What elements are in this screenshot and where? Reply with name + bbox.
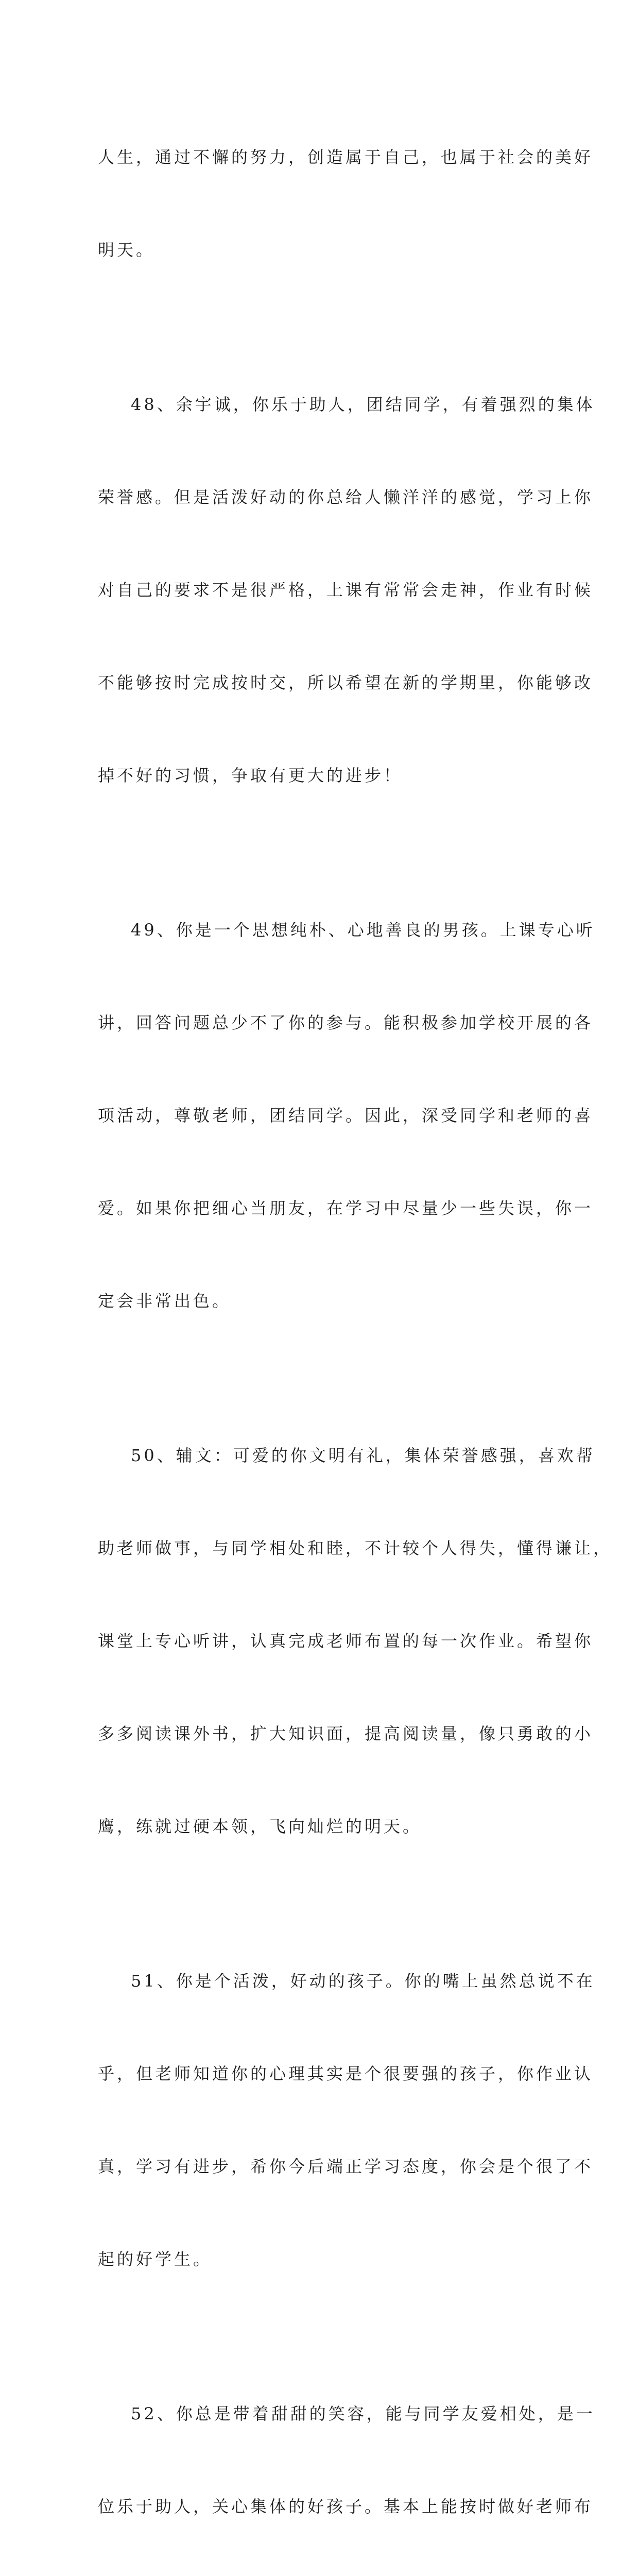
text-line: 助老师做事，与同学相处和睦，不计较个人得失，懂得谦让，: [98, 1538, 613, 1558]
text-line: 对自己的要求不是很严格，上课有常常会走神，作业有时候: [98, 580, 594, 600]
text-line: 多多阅读课外书，扩大知识面，提高阅读量，像只勇敢的小: [98, 1724, 594, 1743]
paragraph-49: [98, 853, 595, 1378]
text-line: 不能够按时完成按时交，所以希望在新的学期里，你能够改: [98, 673, 594, 692]
text-line: 真，学习有进步，希你今后端正学习态度，你会是个很了不: [98, 2157, 594, 2176]
text-line: 荣誉感。但是活泼好动的你总给人懒洋洋的感觉，学习上你: [98, 487, 594, 507]
text-line: 明天。: [98, 240, 156, 260]
paragraph-48: [98, 327, 595, 853]
text-line: 48、余宇诚，你乐于助人，团结同学，有着强烈的集体: [131, 395, 595, 414]
paragraph-50: [98, 1378, 613, 1904]
text-line: 鹰，练就过硬本领，飞向灿烂的明天。: [98, 1817, 422, 1836]
text-line: 掉不好的习惯，争取有更大的进步！: [98, 766, 403, 785]
text-line: 项活动，尊敬老师，团结同学。因此，深受同学和老师的喜: [98, 1106, 594, 1125]
text-line: 人生，通过不懈的努力，创造属于自己，也属于社会的美好: [98, 147, 594, 167]
paragraph-52: [98, 2336, 595, 2576]
text-line: 乎，但老师知道你的心理其实是个很要强的孩子，你作业认: [98, 2064, 594, 2083]
text-line: 爱。如果你把细心当朋友，在学习中尽量少一些失误，你一: [98, 1198, 594, 1218]
text-line: 49、你是一个思想纯朴、心地善良的男孩。上课专心听: [131, 920, 595, 940]
text-line: 52、你总是带着甜甜的笑容，能与同学友爱相处，是一: [131, 2404, 595, 2424]
text-line: 讲，回答问题总少不了你的参与。能积极参加学校开展的各: [98, 1013, 594, 1032]
document-body: [98, 80, 613, 2576]
text-line: 51、你是个活泼，好动的孩子。你的嘴上虽然总说不在: [131, 1971, 595, 1991]
text-line: 起的好学生。: [98, 2249, 213, 2269]
text-line: 定会非常出色。: [98, 1291, 232, 1311]
paragraph-continuation: [98, 80, 594, 327]
text-line: 50、辅文：可爱的你文明有礼，集体荣誉感强，喜欢帮: [131, 1446, 595, 1465]
text-line: 位乐于助人，关心集体的好孩子。基本上能按时做好老师布: [98, 2497, 594, 2516]
text-line: 课堂上专心听讲，认真完成老师布置的每一次作业。希望你: [98, 1631, 594, 1651]
paragraph-51: [98, 1904, 595, 2336]
